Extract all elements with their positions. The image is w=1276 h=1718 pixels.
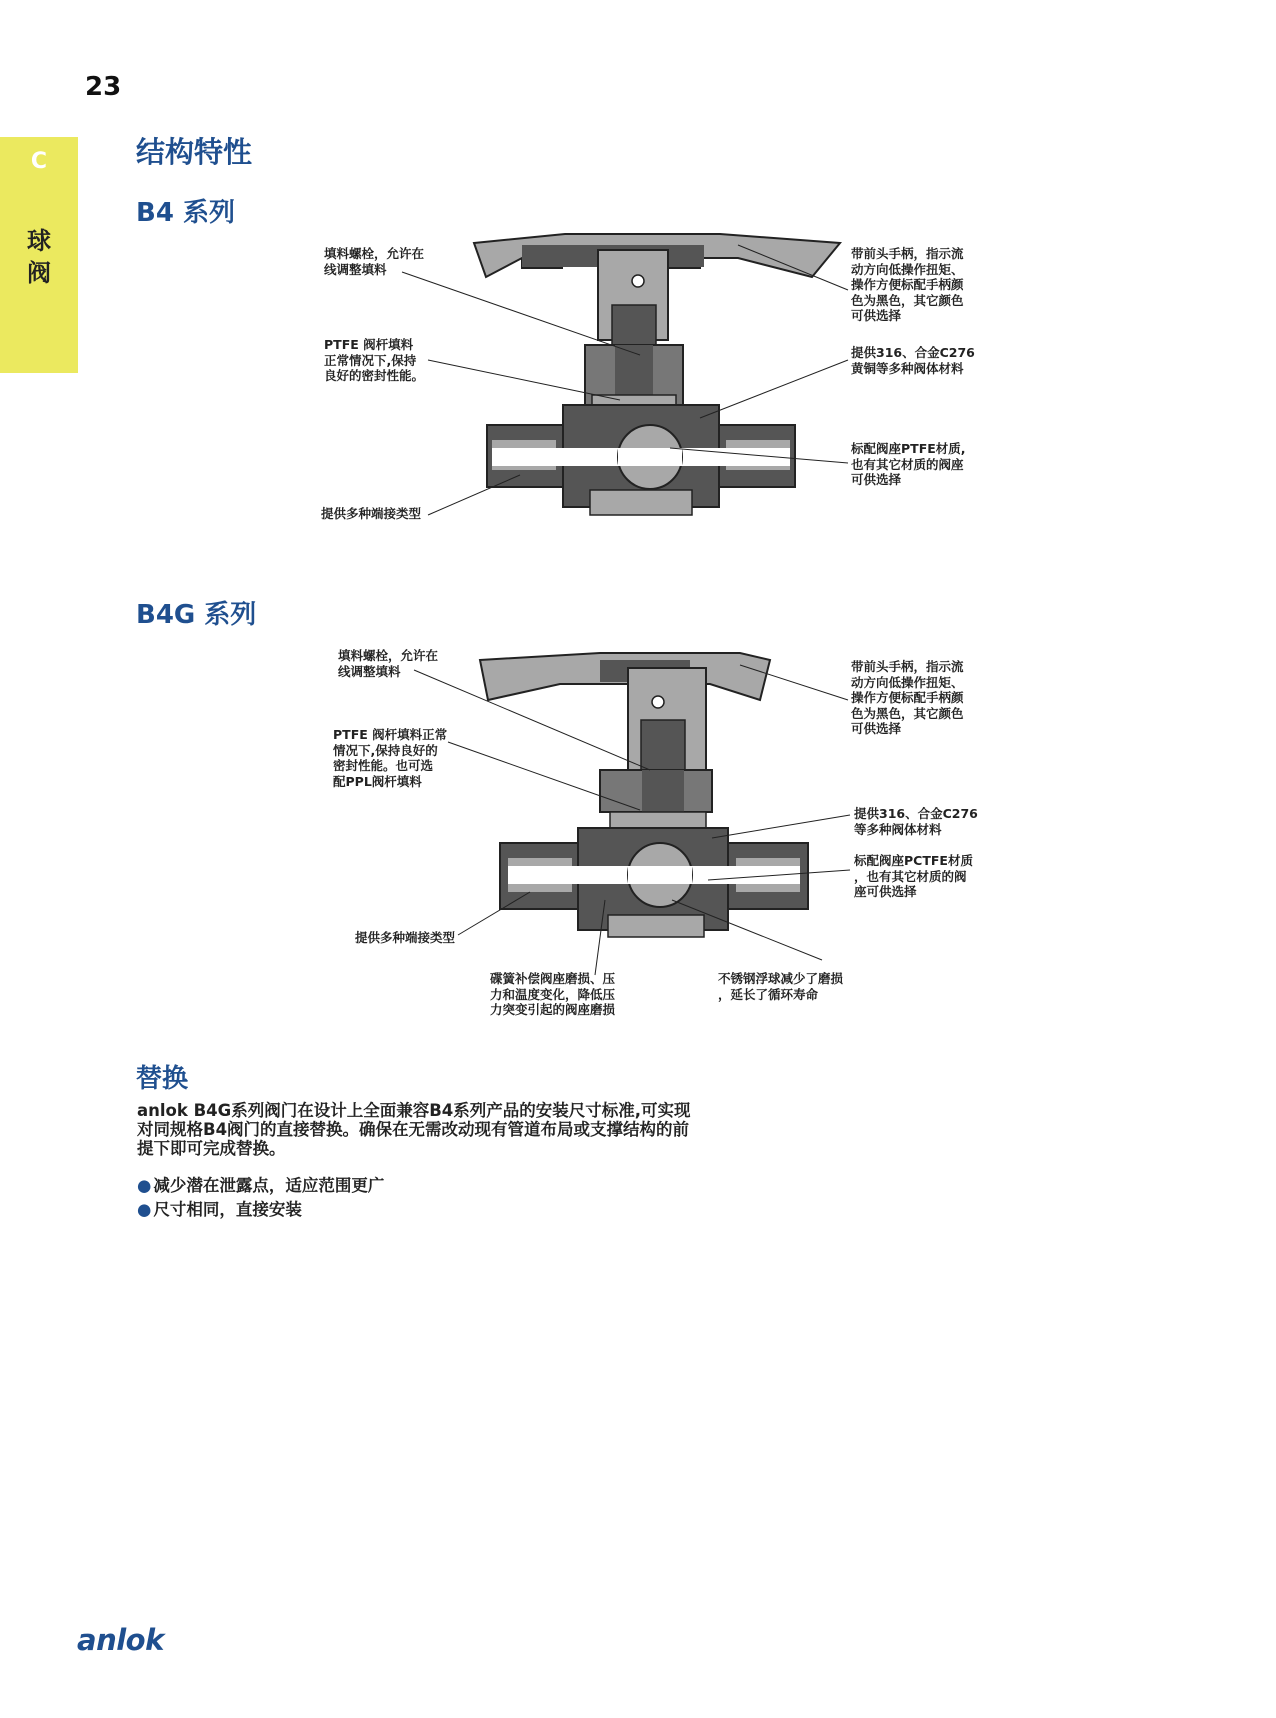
section-letter: C <box>30 149 48 174</box>
bullet-dot-icon: ● <box>137 1176 152 1195</box>
b4-ptfe-packing-note: PTFE 阀杆填料 正常情况下,保持 良好的密封性能。 <box>324 337 425 383</box>
b4g-body-material-note: 提供316、合金C276 等多种阀体材料 <box>854 806 978 837</box>
bullet-text: 减少潜在泄露点，适应范围更广 <box>153 1176 385 1195</box>
b4-end-connections-note: 提供多种端接类型 <box>321 506 422 521</box>
replacement-heading: 替换 <box>136 1064 189 1094</box>
section-label-char: 阀 <box>27 259 51 287</box>
b4-heading: B4 系列 <box>136 198 235 228</box>
b4g-heading: B4G 系列 <box>136 600 257 630</box>
b4-packing-bolt-note: 填料螺栓，允许在 线调整填料 <box>324 246 425 277</box>
b4g-ptfe-packing-note: PTFE 阀杆填料正常 情况下,保持良好的 密封性能。也可选 配PPL阀杆填料 <box>333 727 448 789</box>
b4g-disc-spring-note: 碟簧补偿阀座磨损、压 力和温度变化，降低压 力突变引起的阀座磨损 <box>490 971 616 1017</box>
b4-valve-illustration <box>402 234 848 515</box>
b4g-end-connections-note: 提供多种端接类型 <box>355 930 456 945</box>
bullet-text: 尺寸相同，直接安装 <box>153 1200 302 1219</box>
bullet-dot-icon: ● <box>137 1200 152 1219</box>
b4g-packing-bolt-note: 填料螺栓，允许在 线调整填料 <box>338 648 439 679</box>
b4g-seat-note: 标配阀座PCTFE材质 ，也有其它材质的阀 座可供选择 <box>854 853 973 899</box>
page-title: 结构特性 <box>136 135 253 169</box>
b4g-handle-note: 带前头手柄，指示流 动方向低操作扭矩、 操作方便标配手柄颜 色为黑色，其它颜色 可供选择 <box>851 659 964 736</box>
b4-body-material-note: 提供316、合金C276 黄铜等多种阀体材料 <box>851 345 975 376</box>
replacement-bullet <box>137 1172 384 1196</box>
b4g-valve-illustration <box>414 653 850 975</box>
section-label-char: 球 <box>27 227 51 255</box>
b4-handle-note: 带前头手柄，指示流 动方向低操作扭矩、 操作方便标配手柄颜 色为黑色，其它颜色 可供选择 <box>851 246 964 323</box>
replacement-paragraph: anlok B4G系列阀门在设计上全面兼容B4系列产品的安装尺寸标准,可实现对同规格B4阀门的直接替换。确保在无需改动现有管道布局或支撑结构的前提下即可完成替换。 <box>137 1101 691 1158</box>
b4g-ball-note: 不锈钢浮球减少了磨损 ，延长了循环寿命 <box>718 971 844 1002</box>
page-number: 23 <box>85 72 122 102</box>
b4-seat-note: 标配阀座PTFE材质, 也有其它材质的阀座 可供选择 <box>851 441 966 487</box>
brand-logo: anlok <box>77 1623 164 1657</box>
replacement-bullet <box>137 1196 302 1220</box>
